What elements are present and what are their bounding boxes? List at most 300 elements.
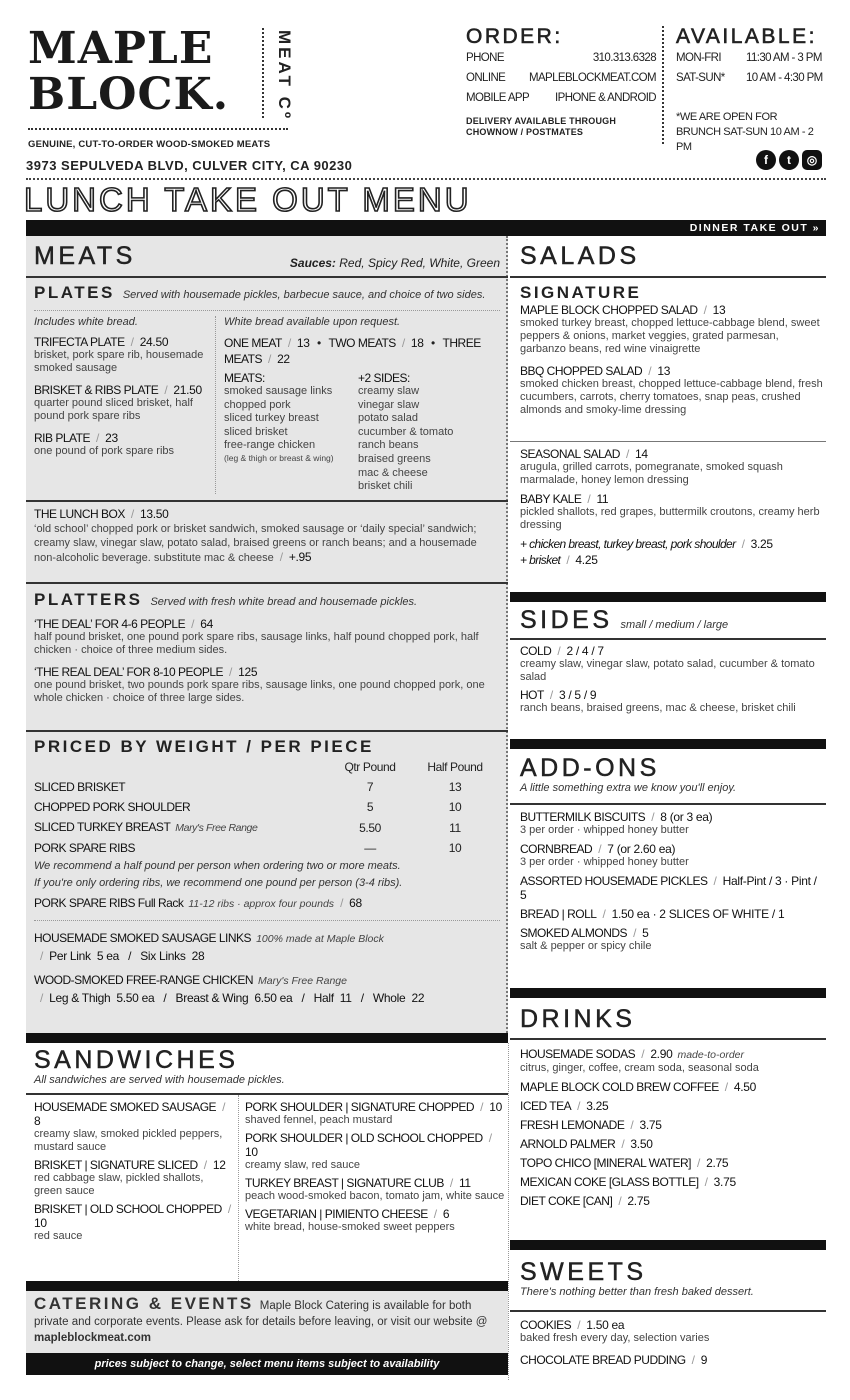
- half-pound-price: 11: [449, 820, 461, 835]
- plates-subtitle: Served with housemade pickles, barbecue sauce, and choice of two sides.: [122, 289, 486, 301]
- item-price: / 11: [444, 1176, 471, 1190]
- item-line: [520, 537, 826, 551]
- divider: [26, 500, 508, 502]
- item-name: HOT: [520, 688, 544, 702]
- item-description: smoked chicken breast, chopped lettuce-cabbage blend, fresh cucumbers, carrots, cherry tomatoes, snap peas, crushed almonds and smoky-lime dressing: [520, 378, 823, 416]
- list-item: cucumber & tomato: [358, 425, 454, 438]
- section-title-sandwiches: SANDWICHES: [34, 1046, 239, 1074]
- menu-item: [34, 383, 211, 423]
- item-price: / 12: [198, 1158, 226, 1172]
- item-description: brisket, pork spare rib, housemade smoked sausage: [34, 349, 204, 374]
- item-name: BRISKET & RIBS PLATE: [34, 383, 159, 397]
- menu-item: [520, 447, 826, 487]
- item-price: / 3.75: [624, 1118, 661, 1132]
- list-item: sliced brisket: [224, 425, 288, 438]
- item-name: + chicken breast, turkey breast, pork shoulder: [520, 537, 736, 551]
- side-choices: [358, 385, 453, 494]
- list-item: sliced turkey breast: [224, 412, 319, 425]
- item-description: creamy slaw, red sauce: [245, 1159, 360, 1171]
- col-qtr-pound: Qtr Pound: [344, 760, 396, 774]
- weight-item-note: Mary's Free Range: [175, 822, 258, 834]
- item-line: [520, 1318, 826, 1332]
- combo-name: ONE MEAT: [224, 336, 282, 350]
- item-price: / 64: [185, 617, 213, 631]
- item-line: [520, 492, 826, 506]
- menu-item: [520, 1137, 826, 1151]
- section-title-sides: SIDES: [520, 606, 613, 634]
- list-item: ranch beans: [358, 439, 419, 452]
- divider: [28, 128, 288, 130]
- combo-option: [224, 334, 310, 351]
- menu-item: [34, 617, 500, 657]
- item-name: TRIFECTA PLATE: [34, 335, 125, 349]
- item-line: [520, 842, 826, 856]
- item-price: / 11: [581, 492, 608, 506]
- item-name: PORK SHOULDER | SIGNATURE CHOPPED: [245, 1100, 475, 1114]
- menu-item: [520, 303, 826, 356]
- menu-item: [520, 842, 826, 869]
- item-line: [520, 926, 826, 940]
- list-item: potato salad: [358, 412, 418, 425]
- order-app: MOBILE APP IPHONE & ANDROID: [466, 92, 656, 104]
- catering-title: CATERING & EVENTS: [34, 1294, 254, 1313]
- item-description: baked fresh every day, selection varies: [520, 1332, 710, 1344]
- item-price: / 21.50: [158, 383, 202, 397]
- menu-item: [245, 1131, 508, 1172]
- menu-item: [520, 492, 826, 532]
- menu-item: [520, 1118, 826, 1132]
- item-line: [245, 1100, 508, 1114]
- item-description: 3 per order · whipped honey butter: [520, 856, 689, 868]
- logo: MAPLE BLOCK.: [28, 23, 230, 120]
- sausage-links-note: 100% made at Maple Block: [256, 933, 384, 945]
- other-salads: [510, 447, 826, 569]
- section-title-sweets: SWEETS: [520, 1258, 647, 1286]
- item-price: / 10: [474, 1100, 502, 1114]
- item-name: ARNOLD PALMER: [520, 1137, 616, 1151]
- sides-header: [510, 606, 826, 634]
- item-price: / 23: [90, 431, 118, 445]
- menu-item: [245, 1100, 508, 1127]
- item-line: [34, 431, 211, 445]
- divider: [510, 1038, 826, 1040]
- sandwiches-left: [34, 1100, 234, 1247]
- item-price: / 3 / 5 / 9: [544, 688, 596, 702]
- recommendation: If you're only ordering ribs, we recommend one pound per person (3-4 ribs).: [34, 877, 403, 889]
- order-online: ONLINE MAPLEBLOCKMEAT.COM: [466, 72, 656, 84]
- menu-item: [520, 644, 826, 684]
- item-line: [520, 447, 826, 461]
- hours-weekday: MON-FRI 11:30 AM - 3 PM: [676, 52, 822, 64]
- item-name: ICED TEA: [520, 1099, 572, 1113]
- divider: [510, 1310, 826, 1312]
- hours-weekend: SAT-SUN* 10 AM - 4:30 PM: [676, 72, 823, 84]
- item-price: / 2.75: [691, 1156, 728, 1170]
- side-sizes: small / medium / large: [620, 619, 729, 631]
- catering-website-link[interactable]: mapleblockmeat.com: [34, 1332, 151, 1344]
- item-price: / 13: [698, 303, 726, 317]
- item-description: salt & pepper or spicy chile: [520, 940, 652, 952]
- combo-name: TWO MEATS: [328, 336, 396, 350]
- divider: [26, 730, 508, 732]
- item-price: / 24.50: [125, 335, 169, 349]
- divider: [26, 276, 508, 278]
- item-name: HOUSEMADE SMOKED SAUSAGE: [34, 1100, 217, 1114]
- sausage-links-prices: / Per Link 5 ea / Six Links 28: [34, 949, 500, 964]
- item-price: / 4.25: [560, 553, 597, 567]
- item-description: creamy slaw, vinegar slaw, potato salad, cucumber & tomato salad: [520, 658, 815, 683]
- brunch-note: *WE ARE OPEN FOR BRUNCH SAT-SUN 10 AM - 2 PM: [676, 111, 814, 153]
- meats-header: [34, 242, 500, 270]
- item-line: [520, 1353, 826, 1367]
- qtr-pound-price: —: [364, 841, 376, 855]
- divider-bar: [510, 592, 826, 602]
- meats-label: MEATS:: [224, 371, 265, 385]
- sausage-links-name: HOUSEMADE SMOKED SAUSAGE LINKS: [34, 931, 252, 945]
- menu-item: [520, 553, 826, 567]
- item-price: / 8: [34, 1100, 228, 1128]
- menu-item: [34, 1158, 234, 1198]
- item-name: MAPLE BLOCK COLD BREW COFFEE: [520, 1080, 719, 1094]
- sweets-subtitle: There's nothing better than fresh baked dessert.: [520, 1286, 754, 1298]
- by-weight-table: [34, 757, 500, 858]
- combo-name: THREE MEATS: [224, 336, 481, 366]
- item-description: 3 per order · whipped honey butter: [520, 824, 689, 836]
- tagline: GENUINE, CUT-TO-ORDER WOOD-SMOKED MEATS: [28, 139, 271, 150]
- list-item: chopped pork: [224, 398, 291, 411]
- delivery-note: DELIVERY AVAILABLE THROUGH CHOWNOW / POSTMATES: [466, 116, 617, 137]
- item-name: ASSORTED HOUSEMADE PICKLES: [520, 874, 708, 888]
- full-rack-note: 11-12 ribs · approx four pounds: [188, 898, 335, 910]
- item-name: MEXICAN COKE [GLASS BOTTLE]: [520, 1175, 699, 1189]
- addon-items: [510, 810, 826, 958]
- menu-item: [34, 431, 211, 458]
- item-price: / 10: [245, 1131, 495, 1159]
- sweets-header: [510, 1258, 826, 1298]
- list-item: mac & cheese: [358, 466, 428, 479]
- half-pound-price: 13: [448, 780, 462, 794]
- item-name: BABY KALE: [520, 492, 582, 506]
- divider-bar: [510, 739, 826, 749]
- item-price: / 9: [686, 1353, 707, 1367]
- other-salad-items: [520, 447, 826, 532]
- divider: [510, 803, 826, 805]
- section-title-salads: SALADS: [520, 242, 640, 270]
- catering-section: [26, 1291, 508, 1353]
- item-line: [520, 1080, 826, 1094]
- signature-items: [520, 303, 826, 417]
- item-description: quarter pound sliced brisket, half pound pork spare ribs: [34, 397, 193, 422]
- menu-item: [520, 688, 826, 715]
- item-name: SEASONAL SALAD: [520, 447, 620, 461]
- item-line: [245, 1131, 508, 1159]
- qtr-pound-price: 5: [366, 800, 374, 814]
- divider-bar: [510, 988, 826, 998]
- weight-row: [34, 777, 500, 797]
- item-name: ‘THE DEAL’ FOR 4-6 PEOPLE: [34, 617, 186, 631]
- col-half-pound: Half Pound: [427, 760, 483, 774]
- item-name: MAPLE BLOCK CHOPPED SALAD: [520, 303, 698, 317]
- column-divider: [508, 1043, 509, 1380]
- menu-item: [520, 810, 826, 837]
- item-note: / 1.50 ea · 2 SLICES OF WHITE / 1: [596, 907, 784, 921]
- platters-section: [34, 590, 500, 713]
- item-line: [520, 1175, 826, 1189]
- lunch-box: [34, 506, 500, 565]
- item-price: / 2.90: [635, 1047, 672, 1061]
- item-price: / 10: [34, 1202, 234, 1230]
- item-name: TURKEY BREAST | SIGNATURE CLUB: [245, 1176, 444, 1190]
- list-item: braised greens: [358, 452, 431, 465]
- item-line: [34, 383, 211, 397]
- divider-bar: [510, 1240, 826, 1250]
- item-name: VEGETARIAN | PIMIENTO CHEESE: [245, 1207, 428, 1221]
- item-line: [520, 1194, 826, 1208]
- divider: [510, 638, 826, 640]
- divider: [26, 178, 826, 180]
- item-line: [245, 1207, 508, 1221]
- item-line: [520, 907, 826, 921]
- weight-item-name: PORK SPARE RIBS: [34, 841, 135, 855]
- item-description: shaved fennel, peach mustard: [245, 1114, 393, 1126]
- section-title-addons: ADD-ONS: [520, 754, 660, 782]
- side-items: [510, 644, 826, 719]
- item-price: / 3.75: [699, 1175, 736, 1189]
- item-name: BBQ CHOPPED SALAD: [520, 364, 643, 378]
- list-item: vinegar slaw: [358, 398, 420, 411]
- menu-item: [520, 537, 826, 551]
- section-title-meats: MEATS: [34, 242, 136, 270]
- item-line: [34, 1158, 234, 1172]
- meat-choices: [224, 385, 358, 453]
- list-item: free-range chicken: [224, 439, 316, 452]
- item-price: / 7 (or 2.60 ea): [592, 842, 675, 856]
- item-description: ranch beans, braised greens, mac & cheese, brisket chili: [520, 702, 796, 714]
- item-line: [520, 364, 826, 378]
- priced-by-weight: [34, 737, 500, 1006]
- menu-item: [520, 1318, 826, 1345]
- menu-item: [520, 1156, 826, 1170]
- divider-bar: [26, 1033, 508, 1043]
- full-rack-name: PORK SPARE RIBS Full Rack: [34, 896, 184, 910]
- item-description: arugula, grilled carrots, pomegranate, smoked squash marmalade, honey lemon dressing: [520, 461, 783, 486]
- item-description: pickled shallots, red grapes, buttermilk croutons, creamy herb dressing: [520, 506, 820, 531]
- divider: [510, 276, 826, 278]
- lunch-box-desc: ‘old school’ chopped pork or brisket sandwich, smoked sausage or ‘daily special’ sandwich; creamy slaw, vinegar slaw, potato salad, braised greens or ranch beans; and a housemade non-alcoholic beverage. substitute mac & cheese: [34, 523, 477, 564]
- item-price: / 2.75: [612, 1194, 649, 1208]
- item-name: DIET COKE [CAN]: [520, 1194, 613, 1208]
- menu-item: [520, 1099, 826, 1113]
- sandwiches-subtitle: All sandwiches are served with housemade pickles.: [34, 1074, 285, 1086]
- item-price: / 4.50: [719, 1080, 756, 1094]
- weight-item: [34, 838, 330, 858]
- menu-item: [34, 1202, 234, 1243]
- menu-item: [520, 907, 826, 921]
- menu-item: [34, 335, 211, 375]
- item-description: half pound brisket, one pound pork spare ribs, sausage links, half pound chopped pork, half chicken · choice of three medium sides.: [34, 631, 479, 656]
- available-title: AVAILABLE:: [676, 25, 817, 48]
- item-price: / 6: [428, 1207, 449, 1221]
- menu-item: [520, 1194, 826, 1208]
- signature-title: SIGNATURE: [520, 283, 642, 302]
- order-title: ORDER:: [466, 25, 563, 48]
- item-price: / 125: [223, 665, 257, 679]
- footer-disclaimer: prices subject to change, select menu items subject to availability: [26, 1353, 508, 1375]
- menu-item: [245, 1176, 508, 1203]
- salad-addons: [520, 537, 826, 567]
- item-name: CHOCOLATE BREAD PUDDING: [520, 1353, 686, 1367]
- instagram-icon[interactable]: ◎: [802, 150, 822, 170]
- lunch-box-name: THE LUNCH BOX: [34, 507, 125, 521]
- salads-header: [510, 242, 826, 270]
- menu-item: [34, 1100, 234, 1154]
- menu-item: [520, 926, 826, 953]
- twitter-icon[interactable]: t: [779, 150, 799, 170]
- chicken-note: Mary's Free Range: [258, 975, 347, 987]
- item-line: [520, 688, 826, 702]
- item-name: BREAD | ROLL: [520, 907, 597, 921]
- weight-row: [34, 797, 500, 817]
- item-description: peach wood-smoked bacon, tomato jam, white sauce: [245, 1190, 505, 1202]
- item-description: smoked turkey breast, chopped lettuce-cabbage blend, sweet peppers & onions, market veggies, grated parmesan, garbanzo beans, red wine vinaigrette: [520, 317, 820, 355]
- platter-items: [34, 617, 500, 705]
- item-line: [520, 644, 826, 658]
- combo-prices: [224, 335, 500, 367]
- weight-item: [34, 797, 330, 817]
- chicken-note: (leg & thigh or breast & wing): [224, 452, 334, 463]
- item-price: / 8 (or 3 ea): [645, 810, 712, 824]
- item-line: [520, 1118, 826, 1132]
- item-line: [34, 665, 500, 679]
- weight-item-name: SLICED TURKEY BREAST: [34, 820, 171, 834]
- weight-row: [34, 838, 500, 858]
- item-name: RIB PLATE: [34, 431, 90, 445]
- list-item: creamy slaw: [358, 385, 420, 397]
- item-line: [520, 1137, 826, 1151]
- order-phone: PHONE 310.313.6328: [466, 52, 656, 64]
- addons-header: [510, 754, 826, 794]
- weight-item-name: SLICED BRISKET: [34, 780, 126, 794]
- divider: [662, 26, 664, 144]
- sandwiches-header: [34, 1046, 500, 1086]
- item-name: ‘THE REAL DEAL’ FOR 8-10 PEOPLE: [34, 665, 224, 679]
- item-description: creamy slaw, smoked pickled peppers, mustard sauce: [34, 1128, 223, 1153]
- qtr-pound-price: 7: [366, 780, 374, 794]
- item-price: / 5: [627, 926, 648, 940]
- item-line: [34, 1100, 234, 1128]
- menu-item: [520, 1047, 826, 1075]
- item-name: COLD: [520, 644, 552, 658]
- social-links: [756, 150, 822, 170]
- item-name: SMOKED ALMONDS: [520, 926, 628, 940]
- hours-info: [676, 26, 844, 155]
- item-price: / 3.25: [736, 537, 773, 551]
- item-name: HOUSEMADE SODAS: [520, 1047, 636, 1061]
- sides-label: +2 SIDES:: [358, 371, 410, 385]
- plates-right-note: White bread available upon request.: [224, 316, 401, 328]
- item-note: / Half-Pint / 3 · Pint / 5: [520, 874, 817, 902]
- facebook-icon[interactable]: f: [756, 150, 776, 170]
- sandwiches-right: [238, 1095, 508, 1281]
- plates-left-note: Includes white bread.: [34, 316, 138, 328]
- combo-price: / 18: [396, 336, 424, 350]
- plates-title: PLATES: [34, 283, 115, 302]
- weight-row: [34, 817, 500, 838]
- item-line: [520, 874, 826, 902]
- item-line: [34, 617, 500, 631]
- item-line: [520, 1047, 826, 1062]
- by-weight-title: PRICED BY WEIGHT / PER PIECE: [34, 737, 374, 756]
- menu-item: [520, 1175, 826, 1189]
- item-name: BRISKET | OLD SCHOOL CHOPPED: [34, 1202, 222, 1216]
- item-note: made-to-order: [677, 1049, 744, 1061]
- item-price: / 13: [642, 364, 670, 378]
- item-line: [520, 810, 826, 824]
- item-name: + brisket: [520, 553, 561, 567]
- divider: [26, 582, 508, 584]
- chicken-name: WOOD-SMOKED FREE-RANGE CHICKEN: [34, 973, 254, 987]
- item-price: / 14: [620, 447, 648, 461]
- signature-salads: [510, 283, 826, 425]
- qtr-pound-price: 5.50: [359, 820, 381, 835]
- item-line: [520, 303, 826, 317]
- item-line: [34, 335, 211, 349]
- page-title: LUNCH TAKE OUT MENU: [24, 181, 472, 218]
- weight-item: [34, 817, 330, 838]
- substitute-price: / +.95: [274, 550, 312, 564]
- item-description: one pound brisket, two pounds pork spare ribs, sausage links, one pound chopped pork, one whole chicken · choice of three large sides.: [34, 679, 485, 704]
- item-price: / 3.25: [571, 1099, 608, 1113]
- item-price: / 2 / 4 / 7: [551, 644, 603, 658]
- item-description: one pound of pork spare ribs: [34, 445, 175, 457]
- chicken-prices: / Leg & Thigh 5.50 ea / Breast & Wing 6.50 ea / Half 11 / Whole 22: [34, 991, 500, 1006]
- item-price: / 1.50 ea: [571, 1318, 624, 1332]
- combo-price: / 22: [262, 352, 290, 366]
- item-description: red cabbage slaw, pickled shallots, green sauce: [34, 1172, 204, 1197]
- addons-subtitle: A little something extra we know you'll enjoy.: [520, 782, 737, 794]
- item-line: [245, 1176, 508, 1190]
- item-line: [520, 1099, 826, 1113]
- lunch-box-price: / 13.50: [125, 507, 169, 521]
- catering-text: Maple Block Catering is available for both private and corporate events. Please ask for details before leaving, or visit our website @: [34, 1300, 488, 1328]
- item-name: TOPO CHICO [MINERAL WATER]: [520, 1156, 692, 1170]
- plates-section: [34, 283, 500, 494]
- item-name: CORNBREAD: [520, 842, 593, 856]
- divider: [510, 441, 826, 442]
- menu-item: [520, 1080, 826, 1094]
- item-description: red sauce: [34, 1230, 83, 1242]
- menu-item: [34, 665, 500, 705]
- recommendation: We recommend a half pound per person when ordering two or more meats.: [34, 860, 401, 872]
- drink-items: [510, 1047, 826, 1213]
- sauces: Sauces: Red, Spicy Red, White, Green: [289, 256, 500, 270]
- plate-items: [34, 335, 211, 458]
- platters-subtitle: Served with fresh white bread and housemade pickles.: [150, 596, 418, 608]
- item-name: PORK SHOULDER | OLD SCHOOL CHOPPED: [245, 1131, 483, 1145]
- section-title-drinks: DRINKS: [520, 1005, 636, 1033]
- dinner-take-out-link[interactable]: DINNER TAKE OUT »: [26, 220, 826, 236]
- item-price: / 3.50: [615, 1137, 652, 1151]
- list-item: smoked sausage links: [224, 385, 333, 397]
- order-info: [466, 26, 656, 138]
- menu-item: [245, 1207, 508, 1234]
- weight-item: [34, 777, 330, 797]
- item-name: BUTTERMILK BISCUITS: [520, 810, 646, 824]
- item-line: [520, 1156, 826, 1170]
- platters-title: PLATTERS: [34, 590, 143, 609]
- item-line: [34, 1202, 234, 1230]
- list-item: brisket chili: [358, 480, 413, 493]
